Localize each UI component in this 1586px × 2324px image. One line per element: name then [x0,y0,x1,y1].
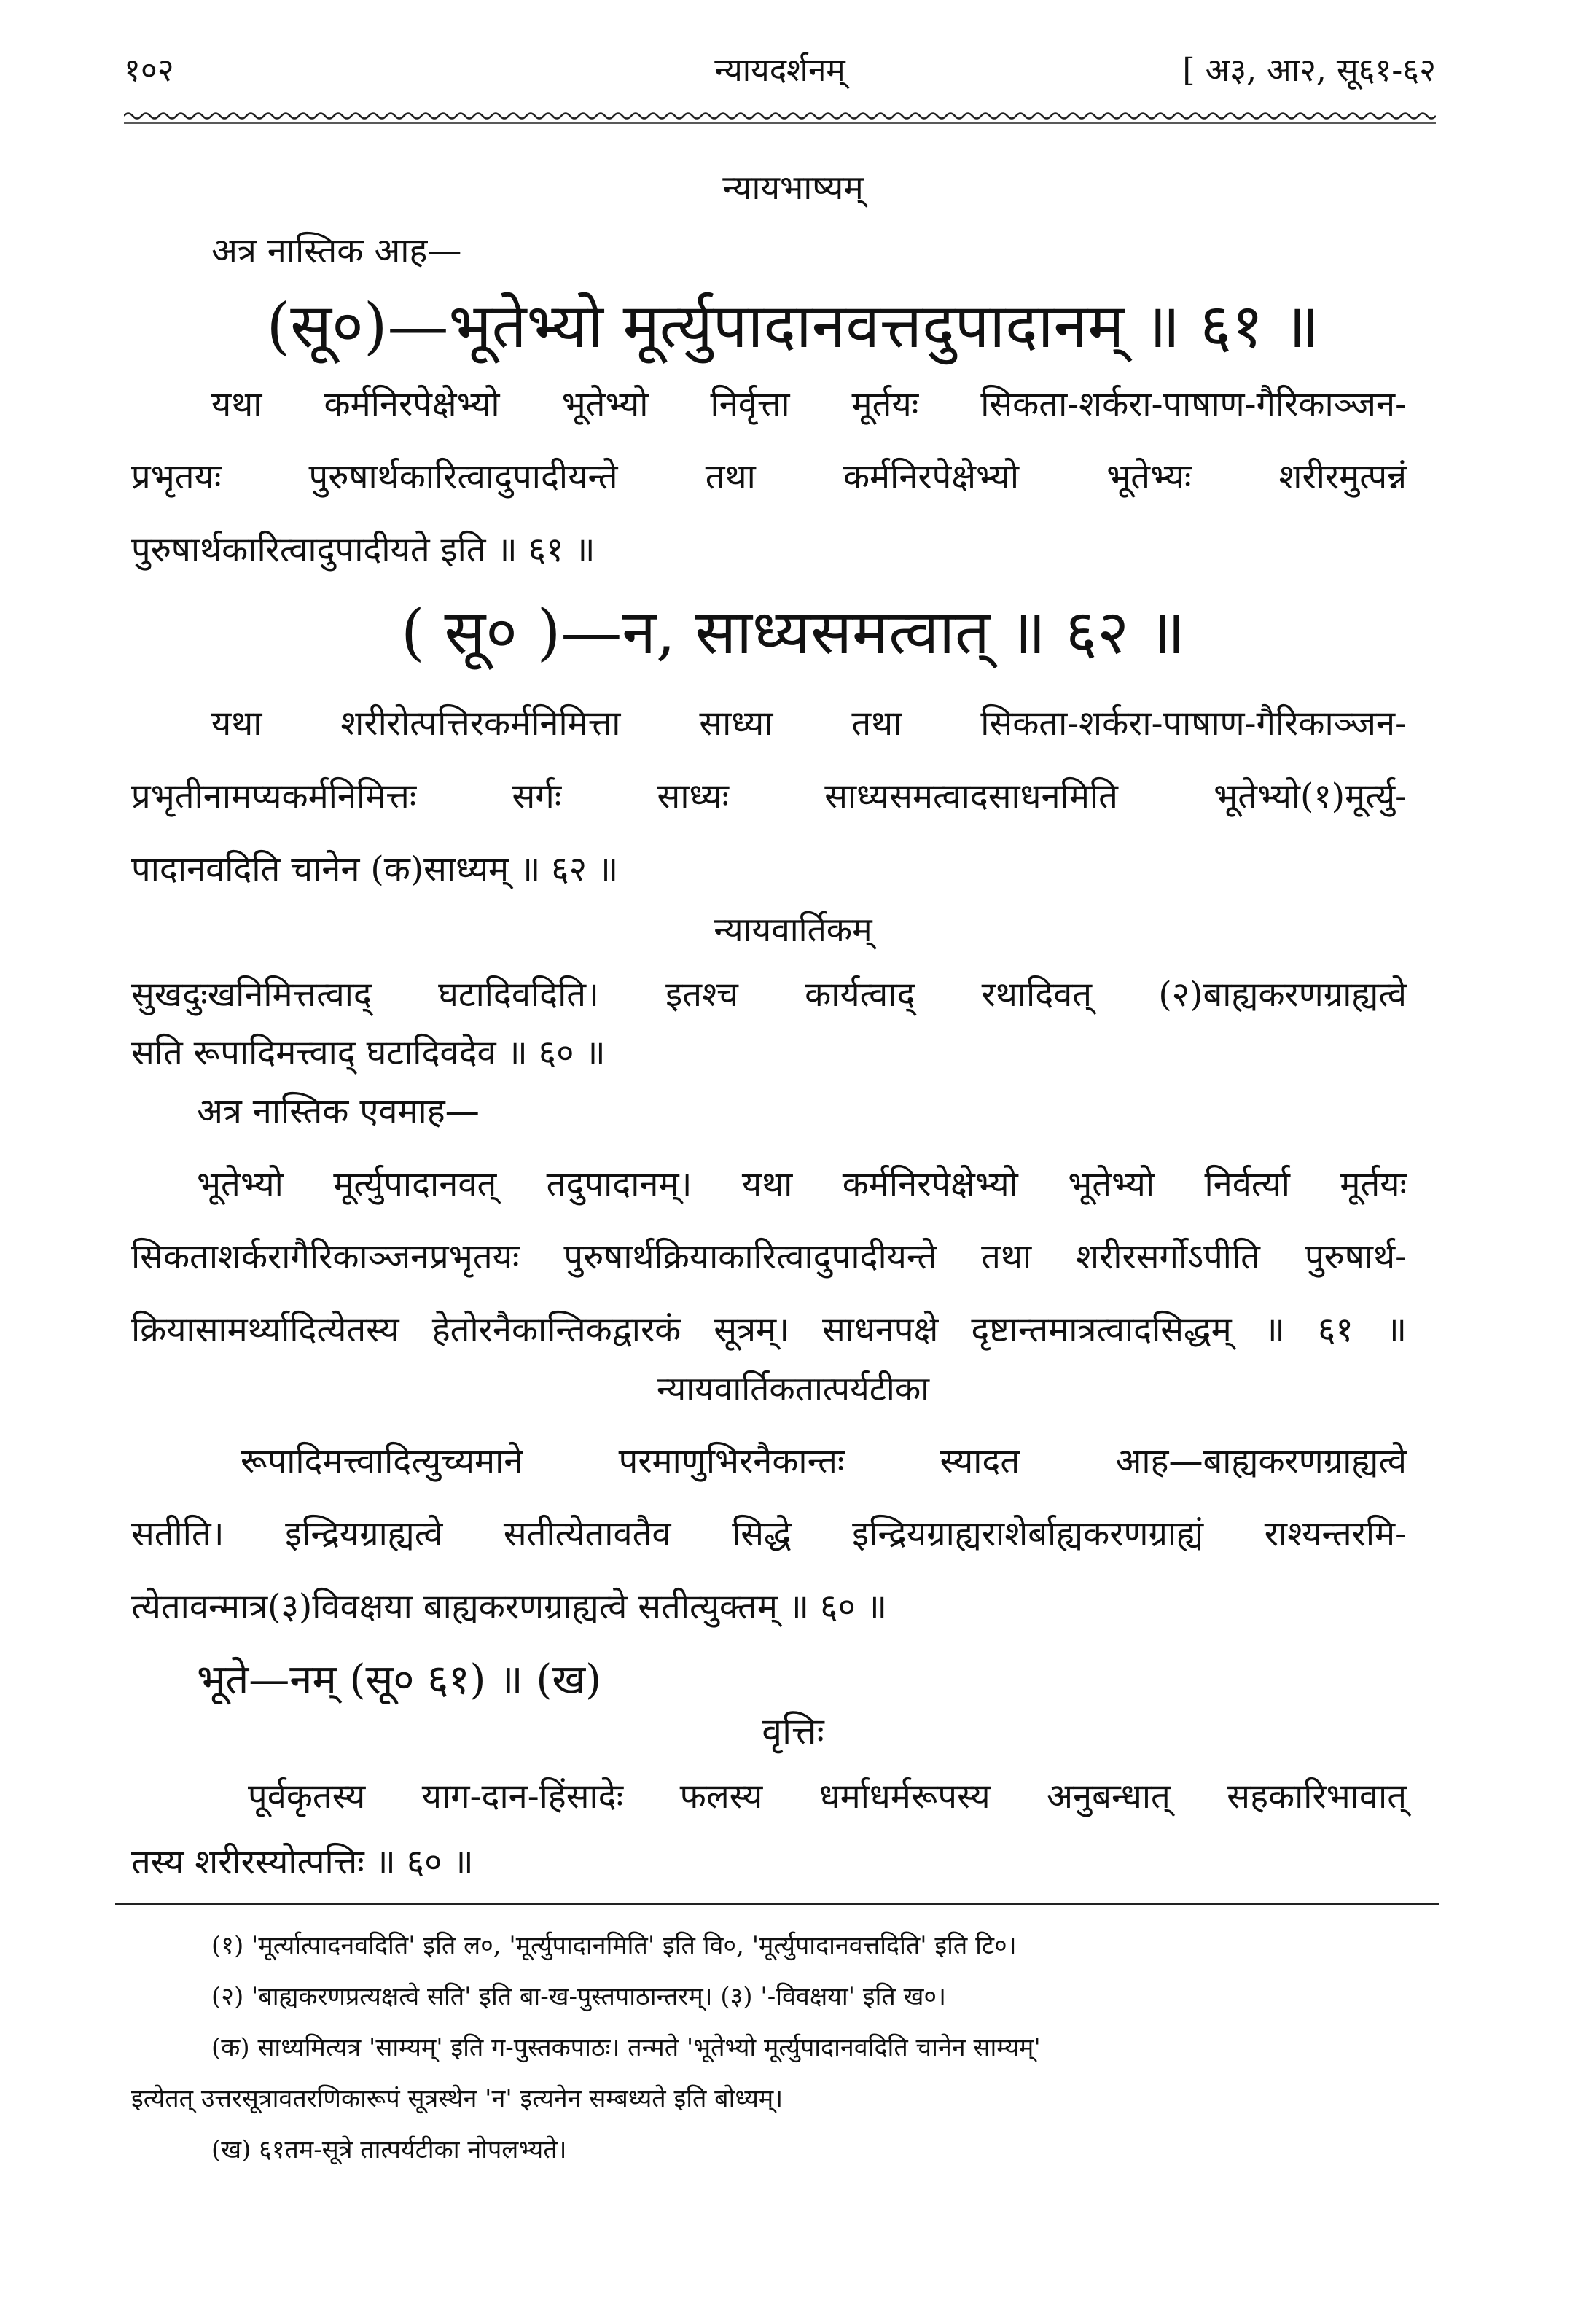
varttika-p1-line-1: सुखदुःखनिमित्तत्वाद् घटादिवदिति। इतश्च कार्यत्वाद् रथादिवत् (२)बाह्यकरणग्राह्यत्वे [131,975,1407,1015]
section-heading-varttika: न्यायवार्तिकम् [714,910,872,949]
tatparya-p2: भूते—नम् (सू० ६१) ॥ (ख) [197,1656,602,1704]
varttika-p2-line-1: भूतेभ्यो मूर्त्युपादानवत् तदुपादानम्। यथा कर्मनिरपेक्षेभ्यो भूतेभ्यो निर्वर्त्या मूर्तयः [197,1164,1407,1204]
running-header [124,45,1436,96]
section-heading-tatparya: न्यायवार्तिकतात्पर्यटीका [656,1369,930,1408]
bhashya-p2-line-1: यथा शरीरोत्पत्तिरकर्मनिमित्ता साध्या तथा सिकता-शर्करा-पाषाण-गैरिकाञ्जन- [211,703,1407,744]
footnote-ka-line-1: (क) साध्यमित्यत्र 'साम्यम्' इति ग-पुस्तकपाठः। तन्मते 'भूतेभ्यो मूर्त्युपादानवदिति चानेन साम्यम्' [211,2033,1041,2062]
section-reference: [ अ३, आ२, सू६१-६२ [1182,52,1436,89]
vritti-p1-line-1: पूर्वकृतस्य याग-दान-हिंसादेः फलस्य धर्माधर्मरूपस्य अनुबन्धात् सहकारिभावात् [248,1777,1407,1817]
sutra-62: ( सू० )—न, साध्यसमत्वात् ॥ ६२ ॥ [401,596,1185,668]
varttika-p2-line-2: सिकताशर्करागैरिकाञ्जनप्रभृतयः पुरुषार्थक्रियाकारित्वादुपादीयन्ते तथा शरीरसर्गोऽपीति पुरुषार्थ- [131,1237,1407,1277]
bhashya-p2-line-2: प्रभृतीनामप्यकर्मनिमित्तः सर्गः साध्यः साध्यसमत्वादसाधनमिति भूतेभ्यो(१)मूर्त्यु- [131,776,1407,816]
footnote-divider [115,1903,1439,1905]
header-wavy-rule [124,109,1436,125]
tatparya-p1-line-2: सतीति। इन्द्रियग्राह्यत्वे सतीत्येतावतैव सिद्धे इन्द्रियग्राह्यराशेर्बाह्यकरणग्राह्यं राश्यन्तरमि- [131,1514,1407,1554]
bhashya-p1-line-2: प्रभृतयः पुरुषार्थकारित्वादुपादीयन्ते तथा कर्मनिरपेक्षेभ्यो भूतेभ्यः शरीरमुत्पन्नं [131,457,1407,497]
tatparya-p1-line-1: रूपादिमत्त्वादित्युच्यमाने परमाणुभिरनैकान्तः स्यादत आह—बाह्यकरणग्राह्यत्वे [241,1441,1407,1481]
footnote-1: (१) 'मूर्त्यात्पादनवदिति' इति ल०, 'मूर्त्युपादानमिति' इति वि०, 'मूर्त्युपादानवत्तदिति' इति टि०। [211,1931,1017,1960]
footnote-2-3: (२) 'बाह्यकरणप्रत्यक्षत्वे सति' इति बा-ख-पुस्तपाठान्तरम्। (३) '-विवक्षया' इति ख०। [211,1982,946,2011]
footnote-ka-line-2: इत्येतत् उत्तरसूत्रावतरणिकारूपं सूत्रस्थेन 'न' इत्यनेन सम्बध्यते इति बोध्यम्। [131,2084,784,2113]
varttika-intro: अत्र नास्तिक एवमाह— [197,1091,480,1131]
bhashya-p2-line-3: पादानवदिति चानेन (क)साध्यम् ॥ ६२ ॥ [131,849,619,889]
varttika-p1-line-2: सति रूपादिमत्त्वाद् घटादिवदेव ॥ ६० ॥ [131,1033,606,1073]
bhashya-intro: अत्र नास्तिक आह— [211,231,462,271]
footnote-kha: (ख) ६१तम-सूत्रे तात्पर्यटीका नोपलभ्यते। [211,2135,567,2164]
section-heading-bhashya: न्यायभाष्यम् [722,168,864,207]
bhashya-p1-line-1: यथा कर्मनिरपेक्षेभ्यो भूतेभ्यो निर्वृत्ता मूर्तयः सिकता-शर्करा-पाषाण-गैरिकाञ्जन- [211,384,1407,424]
sutra-61: (सू०)—भूतेभ्यो मूर्त्युपादानवत्तदुपादानम् ॥ ६१ ॥ [266,290,1320,362]
page-number: १०२ [124,52,174,89]
section-heading-vritti: वृत्तिः [762,1710,824,1752]
varttika-p2-line-3: क्रियासामर्थ्यादित्येतस्य हेतोरनैकान्तिकद्वारकं सूत्रम्। साधनपक्षे दृष्टान्तमात्रत्वादसिद्धम् ॥ ६१ ॥ [131,1310,1407,1350]
tatparya-p1-line-3: त्येतावन्मात्र(३)विवक्षया बाह्यकरणग्राह्यत्वे सतीत्युक्तम् ॥ ६० ॥ [131,1587,887,1627]
bhashya-p1-line-3: पुरुषार्थकारित्वादुपादीयते इति ॥ ६१ ॥ [131,530,595,570]
running-title: न्यायदर्शनम् [714,52,845,89]
vritti-p1-line-2: तस्य शरीरस्योत्पत्तिः ॥ ६० ॥ [131,1842,474,1882]
